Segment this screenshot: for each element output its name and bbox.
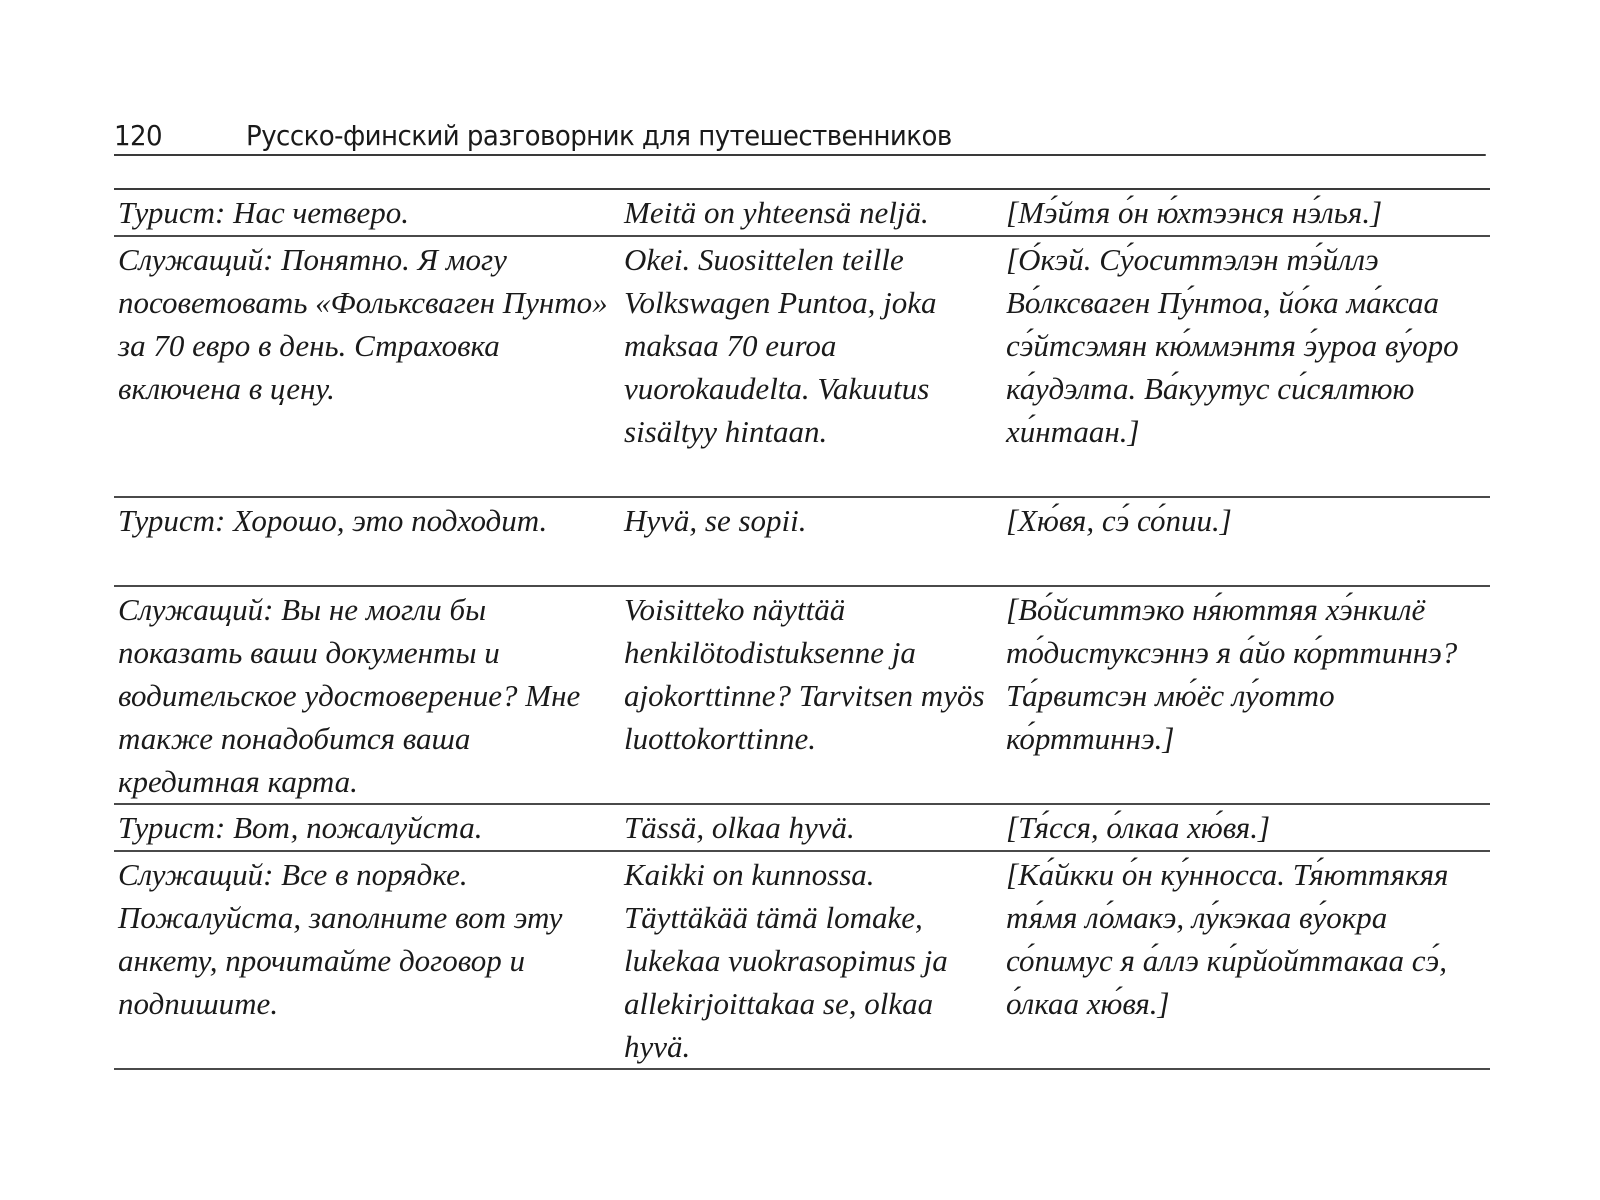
finnish-phrase: Hyvä, se sopii. <box>620 497 1002 586</box>
book-page <box>114 112 1490 1064</box>
transcription: [О́кэй. Су́оситтэлэн тэ́йллэ Во́лксваген Пу́нтоа, йо́ка ма́ксаа сэ́йтсэмян кю́ммэнтя э́уроа ву́оро ка́удэлта. Ва́куутус си́сялтюю хи́нтаан.] <box>1002 236 1490 497</box>
russian-phrase: Турист: Хорошо, это подходит. <box>114 497 620 586</box>
transcription: [Тя́сся, о́лкаа хю́вя.] <box>1002 804 1490 851</box>
russian-phrase: Служащий: Вы не могли бы показать ваши документы и водительское удостоверение? Мне также понадобится ваша кредитная карта. <box>114 586 620 804</box>
finnish-phrase: Kaikki on kunnossa. Täyttäkää tämä lomake, lukekaa vuokrasopimus ja allekirjoittakaa se, olkaa hyvä. <box>620 851 1002 1069</box>
table-row <box>114 851 1490 1069</box>
transcription: [Мэ́йтя о́н ю́хтээнся нэ́лья.] <box>1002 189 1490 236</box>
table-row <box>114 236 1490 497</box>
russian-phrase: Служащий: Все в порядке. Пожалуйста, заполните вот эту анкету, прочитайте договор и подпишите. <box>114 851 620 1069</box>
table-row <box>114 804 1490 851</box>
book-title: Русско-финский разговорник для путешественников <box>246 119 952 152</box>
finnish-phrase: Okei. Suosittelen teille Volkswagen Puntoa, joka maksaa 70 euroa vuorokaudelta. Vakuutus sisältyy hintaan. <box>620 236 1002 497</box>
russian-phrase: Турист: Нас четверо. <box>114 189 620 236</box>
russian-phrase: Служащий: Понятно. Я могу посоветовать «Фольксваген Пунто» за 70 евро в день. Страховка включена в цену. <box>114 236 620 497</box>
running-header <box>114 112 1486 156</box>
transcription: [Во́йситтэко ня́юттяя хэ́нкилё то́дистуксэннэ я а́йо ко́рттиннэ? Та́рвитсэн мю́ёс лу́отто ко́рттиннэ.] <box>1002 586 1490 804</box>
table-row <box>114 189 1490 236</box>
page-number: 120 <box>114 119 163 152</box>
russian-phrase: Турист: Вот, пожалуйста. <box>114 804 620 851</box>
finnish-phrase: Meitä on yhteensä neljä. <box>620 189 1002 236</box>
table-row <box>114 586 1490 804</box>
transcription: [Ка́йкки о́н ку́нносса. Тя́юттякяя тя́мя ло́макэ, лу́кэкаа ву́окра со́пимус я а́ллэ ки́рйойттакаа сэ́, о́лкаа хю́вя.] <box>1002 851 1490 1069</box>
finnish-phrase: Tässä, olkaa hyvä. <box>620 804 1002 851</box>
finnish-phrase: Voisitteko näyttää henkilötodistuksenne ja ajokorttinne? Tarvitsen myös luottokorttinne. <box>620 586 1002 804</box>
table-row <box>114 497 1490 586</box>
phrasebook-table <box>114 188 1490 1070</box>
transcription: [Хю́вя, сэ́ со́пии.] <box>1002 497 1490 586</box>
